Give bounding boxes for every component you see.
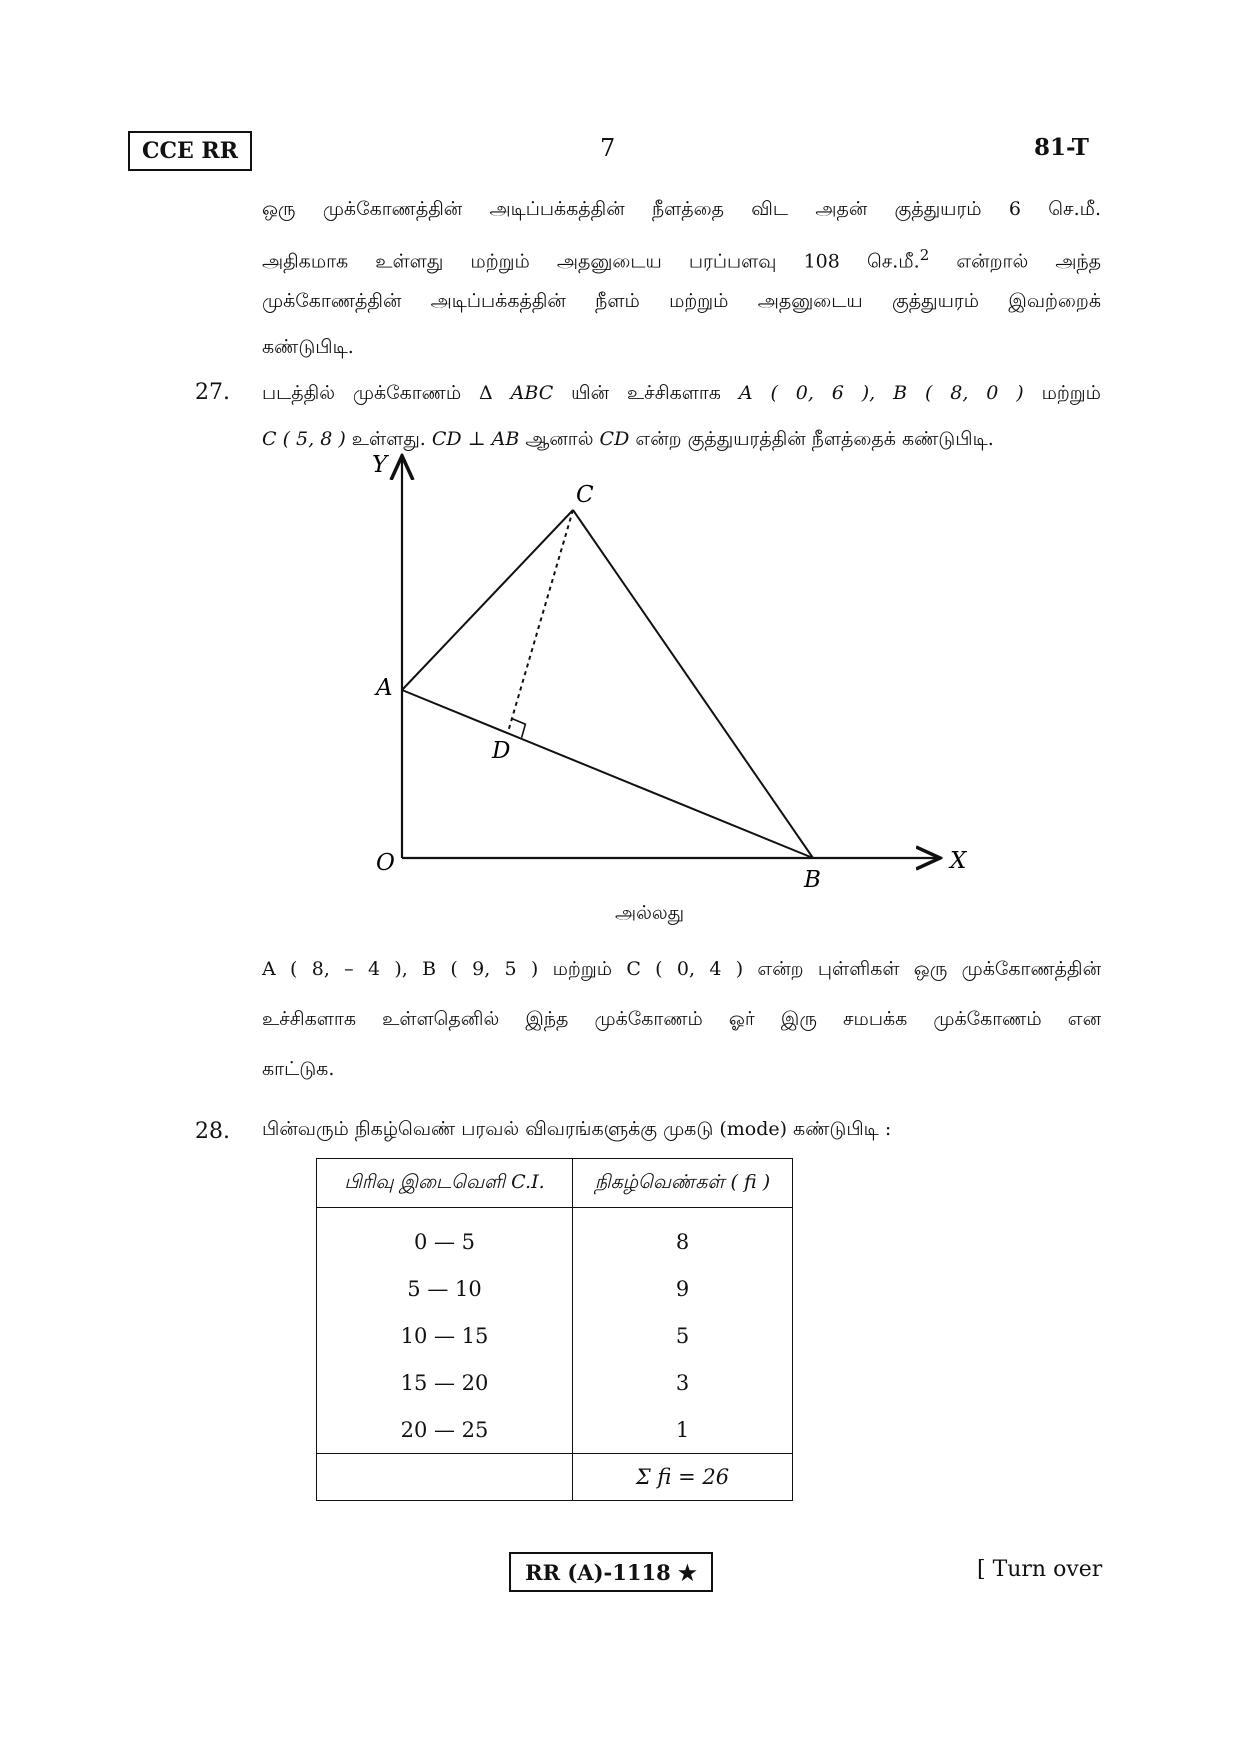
table-header-ci: பிரிவு இடைவெளி C.I. — [317, 1159, 573, 1208]
q27-point-b: B ( 8, 0 ) — [893, 382, 1024, 404]
header-code-box — [128, 131, 252, 171]
q27-alt-line-1: A ( 8, – 4 ), B ( 9, 5 ) மற்றும் C ( 0, 4 ) என்ற புள்ளிகள் ஒரு முக்கோணத்தின் — [262, 958, 1101, 980]
q27-point-c: C ( 5, 8 ) — [262, 428, 346, 450]
table-total: Σ fi = 26 — [573, 1454, 793, 1501]
table-cell-ci: 10 — 15 — [317, 1312, 573, 1359]
table-total-row — [317, 1454, 793, 1501]
table-cell-f: 5 — [573, 1312, 793, 1359]
table-cell-f: 1 — [573, 1406, 793, 1454]
table-cell-ci: 5 — 10 — [317, 1265, 573, 1312]
table-header-f: நிகழ்வெண்கள் ( fi ) — [573, 1159, 793, 1208]
q27-number: 27. — [195, 380, 230, 405]
q27-perp: CD ⊥ AB — [431, 428, 520, 450]
label-y: Y — [372, 452, 388, 478]
q27-and: மற்றும் — [1041, 382, 1101, 404]
table-row — [317, 1359, 793, 1406]
label-c: C — [576, 482, 594, 508]
table-header-row — [317, 1159, 793, 1208]
q26-line-2 — [262, 232, 1101, 284]
triangle-figure — [360, 450, 980, 890]
q27-text-1: உள்ளது. — [351, 428, 426, 450]
q26-line-1: ஒரு முக்கோணத்தின் அடிப்பக்கத்தின் நீளத்தை விட அதன் குத்துயரம் 6 செ.மீ. — [262, 198, 1101, 220]
label-d: D — [492, 738, 511, 764]
label-b: B — [804, 867, 821, 890]
q27-mid: யின் உச்சிகளாக — [571, 382, 721, 404]
table-row — [317, 1312, 793, 1359]
q28-question: பின்வரும் நிகழ்வெண் பரவல் விவரங்களுக்கு முகடு (mode) கண்டுபிடி : — [262, 1118, 892, 1140]
q27-alt-line-2: உச்சிகளாக உள்ளதெனில் இந்த முக்கோணம் ஓர் இரு சமபக்க முக்கோணம் என — [262, 1008, 1101, 1030]
table-cell-f: 9 — [573, 1265, 793, 1312]
table-row — [317, 1208, 793, 1266]
side-cb — [573, 510, 813, 858]
table-cell-ci: 20 — 25 — [317, 1406, 573, 1454]
frequency-table — [316, 1158, 793, 1501]
q26-superscript: 2 — [919, 246, 930, 264]
side-ab — [402, 690, 813, 858]
q26-line-2-text: அதிகமாக உள்ளது மற்றும் அதனுடைய பரப்பளவு 108 செ.மீ. — [262, 250, 920, 273]
q26-line-2-tail: என்றால் அந்த — [956, 250, 1102, 273]
table-cell-f: 3 — [573, 1359, 793, 1406]
table-cell-ci: 0 — 5 — [317, 1208, 573, 1266]
label-a: A — [376, 675, 393, 701]
or-text: அல்லது — [615, 902, 685, 924]
q27-point-a: A ( 0, 6 ), — [738, 382, 876, 404]
paper-code: 81-T — [1034, 134, 1089, 161]
q28-number: 28. — [195, 1119, 230, 1144]
q27-text-3: என்ற குத்துயரத்தின் நீளத்தைக் கண்டுபிடி. — [635, 428, 994, 450]
q27-prefix: படத்தில் முக்கோணம் Δ — [262, 382, 493, 404]
page-number: 7 — [600, 134, 616, 162]
table-row — [317, 1406, 793, 1454]
q26-line-4: கண்டுபிடி. — [262, 336, 354, 358]
q27-text-2: ஆனால் — [525, 428, 594, 450]
table-total-empty — [317, 1454, 573, 1501]
q26-line-3: முக்கோணத்தின் அடிப்பக்கத்தின் நீளம் மற்றும் அதனுடைய குத்துயரம் இவற்றைக் — [262, 290, 1101, 312]
q27-line-1 — [262, 370, 1101, 416]
side-ac — [402, 510, 573, 690]
table-cell-f: 8 — [573, 1208, 793, 1266]
footer-code-text: RR (A)-1118 ★ — [525, 1559, 697, 1585]
footer-code-box — [509, 1552, 713, 1592]
table-row — [317, 1265, 793, 1312]
q27-alt-line-3: காட்டுக. — [262, 1058, 335, 1080]
header-code-text: CCE RR — [141, 138, 238, 164]
q27-triangle: ABC — [510, 382, 554, 404]
table-cell-ci: 15 — 20 — [317, 1359, 573, 1406]
label-x: X — [950, 848, 967, 874]
label-o: O — [376, 850, 395, 876]
q27-seg: CD — [599, 428, 630, 450]
turn-over: [ Turn over — [977, 1557, 1103, 1582]
